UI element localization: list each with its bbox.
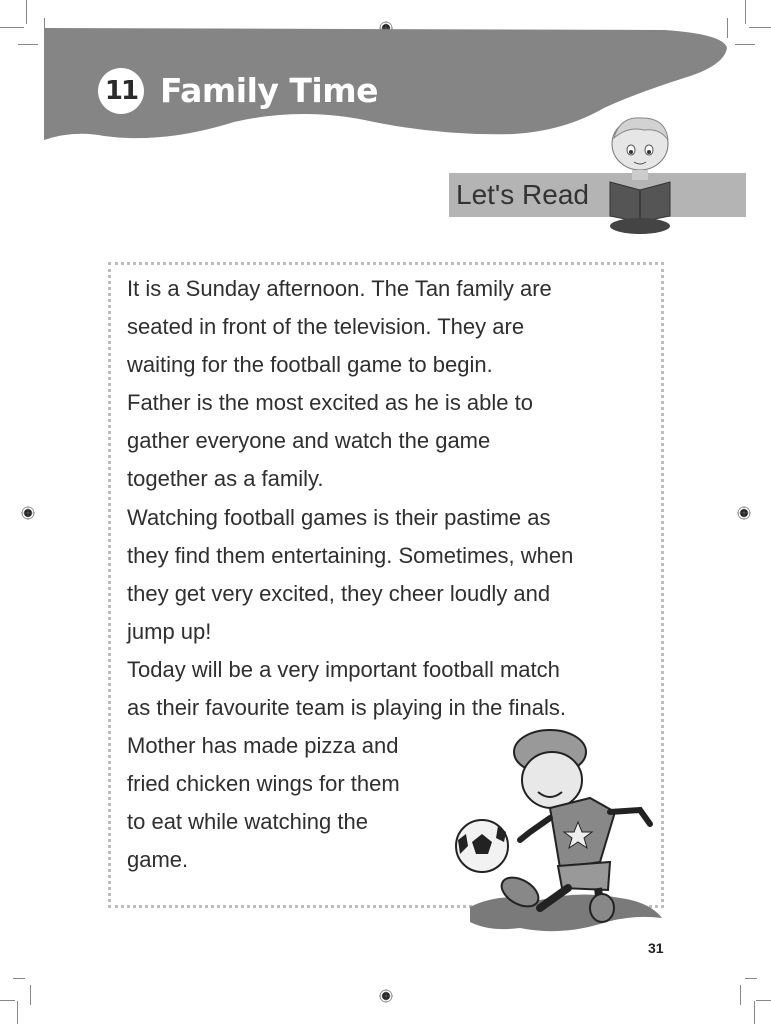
registration-mark-icon (379, 989, 393, 1003)
registration-mark-icon (737, 506, 751, 520)
crop-mark (26, 0, 27, 24)
crop-mark (30, 985, 31, 1005)
page-number: 31 (648, 940, 664, 956)
story-line: Mother has made pizza and (127, 733, 399, 759)
story-line: Today will be a very important football match (127, 656, 560, 682)
section-label: Let's Read (456, 179, 589, 210)
registration-mark-icon (21, 506, 35, 520)
boy-kicking-football-illustration (450, 722, 665, 942)
story-line: Watching football games is their pastime as (127, 504, 551, 530)
crop-mark (18, 44, 38, 45)
story-line: jump up! (127, 618, 212, 644)
crop-mark (0, 1000, 15, 1001)
story-line: fried chicken wings for them (127, 771, 400, 797)
crop-mark (754, 1001, 755, 1024)
boy-reading-book-illustration (600, 112, 680, 236)
chapter-number-badge (98, 68, 144, 114)
crop-mark (749, 27, 771, 28)
story-line: gather everyone and watch the game (127, 428, 491, 454)
story-line: It is a Sunday afternoon. The Tan family are (127, 276, 552, 301)
story-line: they find them entertaining. Sometimes, when (127, 542, 574, 568)
story-line: they get very excited, they cheer loudly and (127, 580, 551, 606)
crop-mark (0, 27, 24, 28)
story-line: together as a family. (127, 466, 324, 492)
crop-mark (745, 0, 746, 24)
crop-mark (745, 978, 757, 979)
story-line: game. (127, 847, 189, 873)
crop-mark (735, 44, 755, 45)
chapter-number: 11 (104, 76, 138, 106)
story-line: to eat while watching the (127, 809, 368, 835)
story-line: waiting for the football game to begin. (127, 352, 493, 378)
crop-mark (756, 1000, 771, 1001)
chapter-title: Family Time (160, 71, 378, 110)
story-line: as their favourite team is playing in the finals. (127, 695, 567, 721)
crop-mark (13, 978, 25, 979)
crop-mark (17, 1001, 18, 1024)
story-line: seated in front of the television. They are (127, 314, 525, 340)
crop-mark (740, 985, 741, 1005)
story-line: Father is the most excited as he is able to (127, 390, 533, 416)
